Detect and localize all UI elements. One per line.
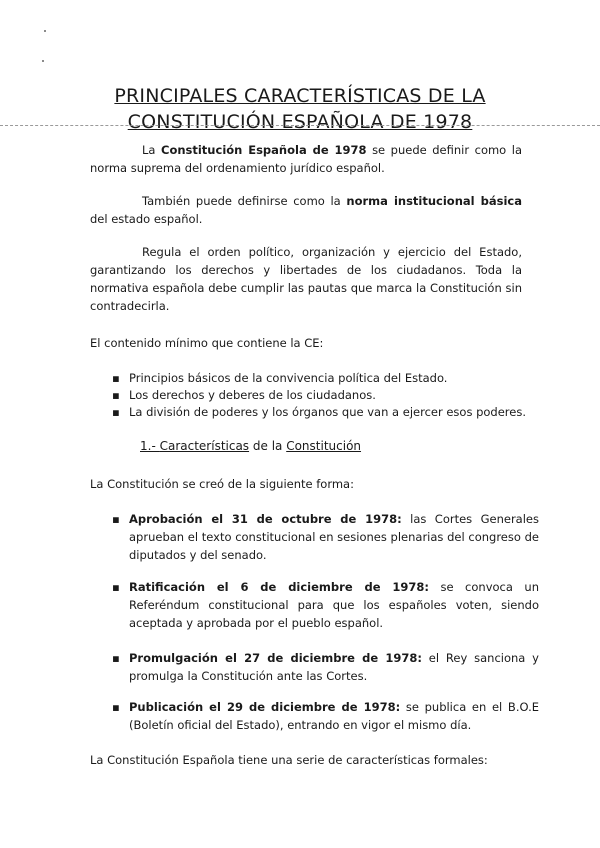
stage-item: ▪ Aprobación el 31 de octubre de 1978: las Cortes Generales aprueban el texto constitucional en sesiones plenarias del congreso de diputados y del senado.: [112, 512, 539, 562]
section-heading: 1.- Características de la Constitución: [140, 439, 362, 453]
scan-speck: [42, 60, 44, 62]
content-list: [112, 370, 532, 421]
stage-item: ▪ Publicación el 29 de diciembre de 1978: se publica en el B.O.E (Boletín oficial del Estado), entrando en vigor el mismo día.: [112, 700, 539, 732]
bullet-icon: ▪: [112, 580, 120, 594]
title-line-2: CONSTITUCIÓN ESPAÑOLA DE 1978: [127, 110, 473, 133]
list-item: ▪ La división de poderes y los órganos que van a ejercer esos poderes.: [112, 404, 532, 421]
list-item: ▪ Los derechos y deberes de los ciudadanos.: [112, 387, 532, 404]
scan-speck: [44, 30, 46, 32]
intro-paragraph-3: Regula el orden político, organización y ejercicio del Estado, garantizando los derechos y libertades de los ciudadanos. Toda la normativa española debe cumplir las pautas que marca la Constitución sin contradecirla.: [90, 245, 522, 313]
stage-item: ▪ Promulgación el 27 de diciembre de 1978: el Rey sanciona y promulga la Constitución ante las Cortes.: [112, 651, 539, 683]
stage-item: ▪ Ratificación el 6 de diciembre de 1978: se convoca un Referéndum constitucional para que los españoles voten, siendo aceptada y aprobada por el pueblo español.: [112, 580, 539, 630]
title-line-1: PRINCIPALES CARACTERÍSTICAS DE LA: [114, 84, 486, 107]
intro-paragraph-2: También puede definirse como la norma institucional básica del estado español.: [90, 194, 522, 226]
closing-paragraph: La Constitución Española tiene una serie de características formales:: [90, 753, 488, 767]
bullet-icon: ▪: [112, 651, 120, 665]
bullet-icon: ▪: [112, 512, 120, 526]
intro-paragraph-4: El contenido mínimo que contiene la CE:: [90, 336, 324, 350]
list-item: ▪ Principios básicos de la convivencia política del Estado.: [112, 370, 532, 387]
page-title: [60, 83, 540, 135]
bullet-icon: ▪: [112, 700, 120, 714]
dashed-divider: [0, 125, 600, 126]
creation-intro: La Constitución se creó de la siguiente forma:: [90, 477, 354, 491]
intro-paragraph-1: La Constitución Española de 1978 se puede definir como la norma suprema del ordenamiento jurídico español.: [90, 143, 522, 175]
